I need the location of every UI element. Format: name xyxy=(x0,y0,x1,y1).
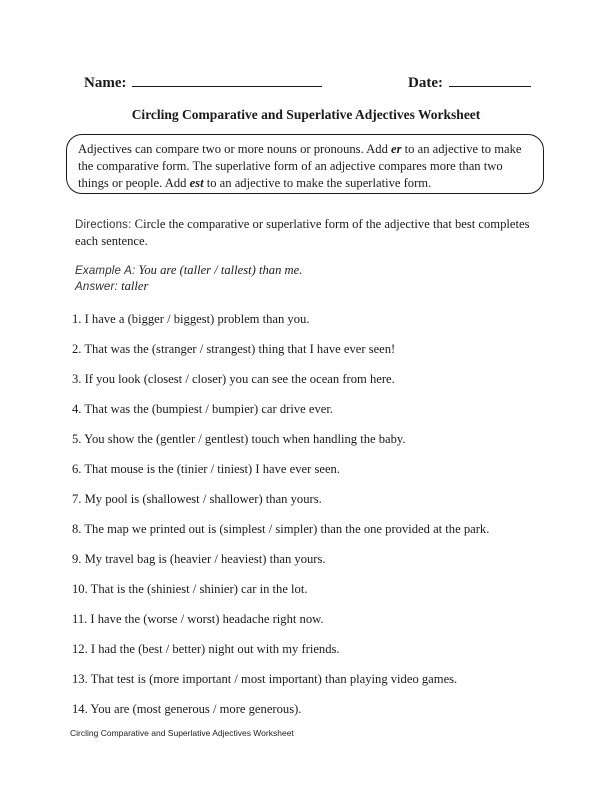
question-item[interactable]: 7. My pool is (shallowest / shallower) than yours. xyxy=(72,492,322,506)
intro-text-1: Adjectives can compare two or more nouns or pronouns. Add xyxy=(78,142,392,156)
question-item[interactable]: 10. That is the (shiniest / shinier) car in the lot. xyxy=(72,582,308,596)
intro-er: er xyxy=(391,142,402,156)
question-item[interactable]: 2. That was the (stranger / strangest) thing that I have ever seen! xyxy=(72,342,396,356)
question-item[interactable]: 12. I had the (best / better) night out with my friends. xyxy=(72,642,340,656)
date-blank-line[interactable] xyxy=(449,72,531,87)
answer xyxy=(75,279,148,295)
question-item[interactable]: 6. That mouse is the (tinier / tiniest) I have ever seen. xyxy=(72,462,341,476)
header-row xyxy=(84,72,534,92)
name-blank-line[interactable] xyxy=(132,72,322,87)
question-item[interactable]: 3. If you look (closest / closer) you can see the ocean from here. xyxy=(72,372,395,386)
question-item[interactable]: 4. That was the (bumpiest / bumpier) car drive ever. xyxy=(72,402,334,416)
question-list xyxy=(72,311,552,731)
answer-text: taller xyxy=(117,279,149,293)
name-label: Name: xyxy=(84,75,127,91)
example-label: Example A: xyxy=(75,265,136,277)
question-item[interactable]: 11. I have the (worse / worst) headache right now. xyxy=(72,612,324,626)
question-item[interactable]: 14. You are (most generous / more generous). xyxy=(72,702,302,716)
intro-text-2: to an adjective to make the comparative form. The superlative form of an adjective compares more than two things or people. Add xyxy=(78,142,522,190)
example xyxy=(75,263,302,279)
date-field[interactable] xyxy=(408,72,531,92)
question-item[interactable]: 5. You show the (gentler / gentlest) touch when handling the baby. xyxy=(72,432,406,446)
intro-box xyxy=(66,134,544,194)
question-item[interactable]: 9. My travel bag is (heavier / heaviest) than yours. xyxy=(72,552,326,566)
name-field[interactable] xyxy=(84,72,322,92)
worksheet-title: Circling Comparative and Superlative Adjectives Worksheet xyxy=(131,107,481,122)
directions xyxy=(75,216,545,249)
intro-text-3: to an adjective to make the superlative form. xyxy=(203,176,432,190)
answer-label: Answer: xyxy=(75,281,118,293)
date-label: Date: xyxy=(408,75,443,91)
question-item[interactable]: 1. I have a (bigger / biggest) problem than you. xyxy=(72,312,310,326)
directions-text: Circle the comparative or superlative form of the adjective that best completes each sentence. xyxy=(75,217,530,248)
directions-label: Directions: xyxy=(75,219,132,231)
example-text: You are (taller / tallest) than me. xyxy=(135,263,303,277)
intro-est: est xyxy=(189,176,204,190)
question-item[interactable]: 8. The map we printed out is (simplest / simpler) than the one provided at the park. xyxy=(72,522,490,536)
footer: Circling Comparative and Superlative Adjectives Worksheet xyxy=(70,728,294,738)
question-item[interactable]: 13. That test is (more important / most important) than playing video games. xyxy=(72,672,458,686)
